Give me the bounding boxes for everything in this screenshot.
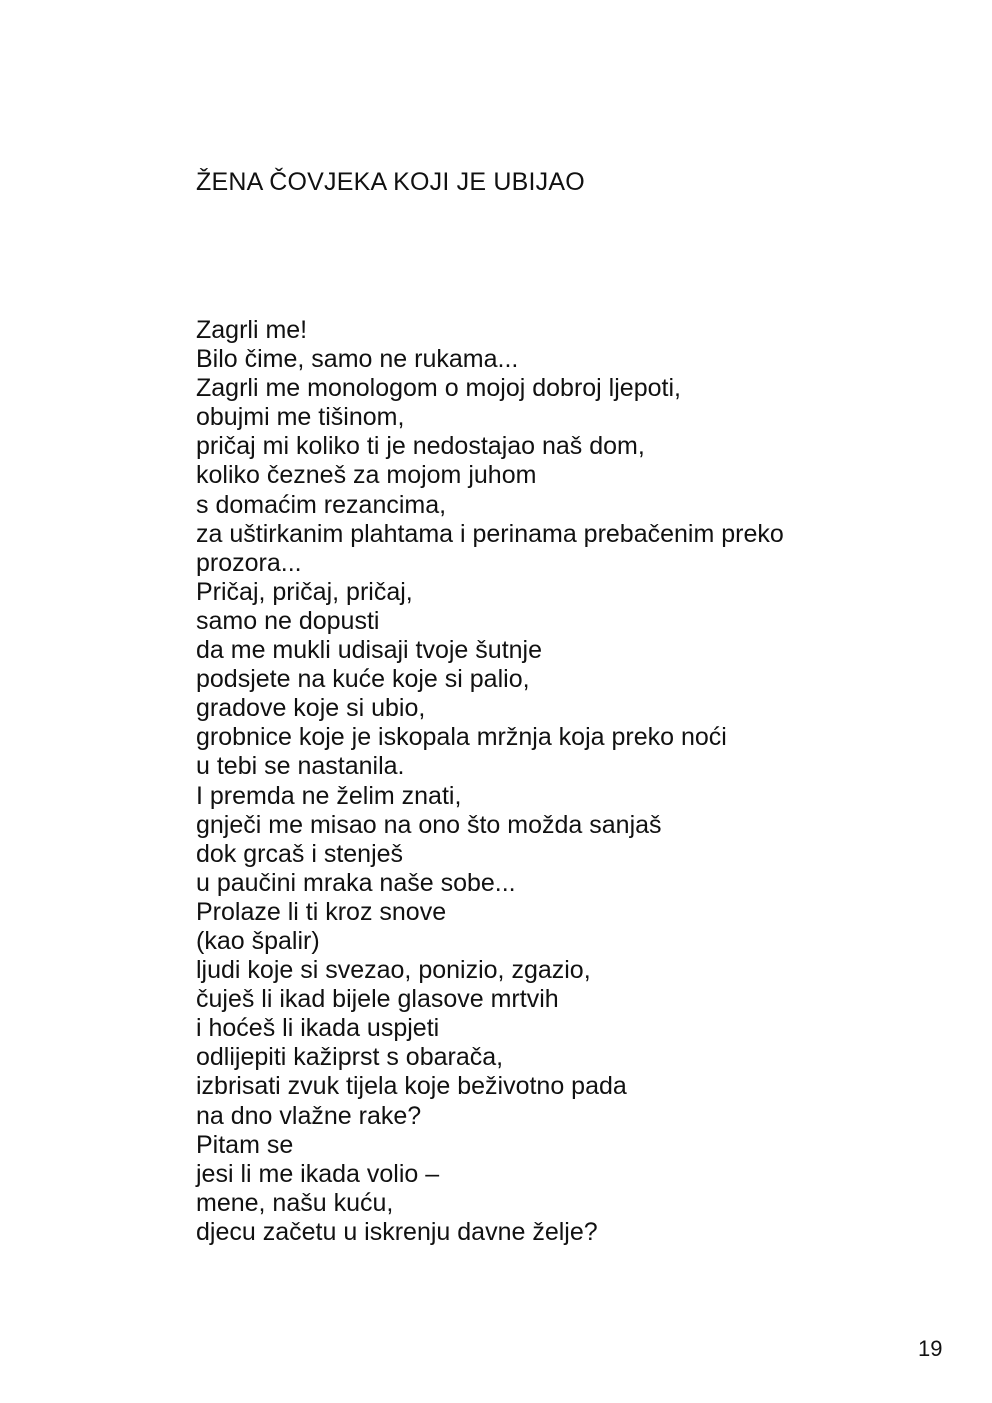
poem-line: Zagrli me! <box>196 316 308 344</box>
poem-line: pričaj mi koliko ti je nedostajao naš dom, <box>196 432 645 461</box>
poem-line: obujmi me tišinom, <box>196 403 405 432</box>
poem-line: djecu začetu u iskrenju davne želje? <box>196 1217 598 1246</box>
page-number: 19 <box>918 1336 943 1361</box>
poem-line: gradove koje si ubio, <box>196 694 426 723</box>
poem-line: Pričaj, pričaj, pričaj, <box>196 577 413 606</box>
poem-body <box>196 316 784 1247</box>
poem-line: u paučini mraka naše sobe... <box>196 868 516 897</box>
poem-line: koliko čezneš za mojom juhom <box>196 461 537 490</box>
poem-line: jesi li me ikada volio – <box>196 1159 440 1188</box>
poem-line: izbrisati zvuk tijela koje beživotno pada <box>196 1072 627 1101</box>
poem-line: Bilo čime, samo ne rukama... <box>196 345 519 374</box>
poem-line: samo ne dopusti <box>196 606 380 635</box>
poem-line: čuješ li ikad bijele glasove mrtvih <box>196 985 559 1014</box>
poem-line: (kao špalir) <box>196 926 320 955</box>
poem-line: podsjete na kuće koje si palio, <box>196 665 530 694</box>
poem-line: dok grcaš i stenješ <box>196 839 404 868</box>
poem-line: prozora... <box>196 548 302 577</box>
poem-line: odlijepiti kažiprst s obarača, <box>196 1043 504 1072</box>
poem-line: i hoćeš li ikada uspjeti <box>196 1014 440 1043</box>
poem-line: mene, našu kuću, <box>196 1188 394 1217</box>
poem-line: gnječi me misao na ono što možda sanjaš <box>196 810 662 839</box>
poem-line: grobnice koje je iskopala mržnja koja preko noći <box>196 723 727 752</box>
poem-line: I premda ne želim znati, <box>196 781 462 810</box>
poem-line: Zagrli me monologom o mojoj dobroj ljepoti, <box>196 374 681 403</box>
poem-title: ŽENA ČOVJEKA KOJI JE UBIJAO <box>196 168 585 196</box>
poem-line: na dno vlažne rake? <box>196 1101 422 1130</box>
poem-line: za uštirkanim plahtama i perinama prebačenim preko <box>196 519 784 548</box>
poem-line: da me mukli udisaji tvoje šutnje <box>196 636 542 665</box>
poem-line: u tebi se nastanila. <box>196 752 405 781</box>
poem-line: s domaćim rezancima, <box>196 490 447 519</box>
poem-line: ljudi koje si svezao, ponizio, zgazio, <box>196 956 591 985</box>
poem-line: Prolaze li ti kroz snove <box>196 897 447 926</box>
poem-line: Pitam se <box>196 1130 294 1159</box>
